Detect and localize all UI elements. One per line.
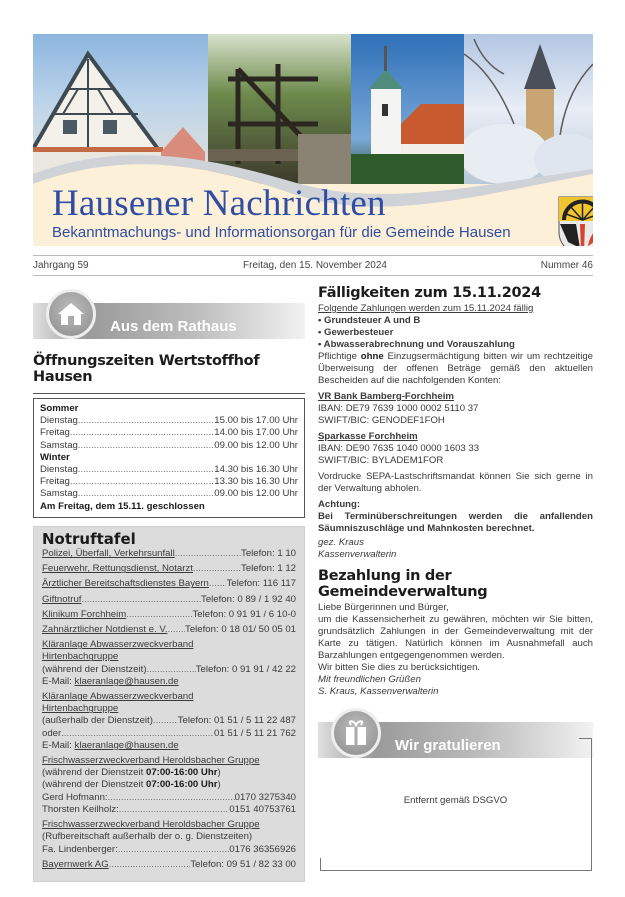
entry-condition: (außerhalb der Dienstzeit) (42, 715, 153, 727)
time: 09.00 bis 12.00 Uhr (214, 439, 298, 451)
entry-name: Kläranlage Abwasserzweckverband (42, 639, 194, 651)
paragraph: um die Kassensicherheit zu gewähren, möchten wir Sie bitten, grundsätzlich Zahlungen in der Gemeindeverwaltung mit der Karte zu tätigen. Natürlich können im Ausnahmefall auch Barzahlungen entgegengenommen werden. (318, 614, 593, 661)
contact-phone: 0151 40753761 (229, 803, 296, 815)
emergency-entry (42, 563, 296, 575)
entry-phone: Telefon: 1 10 (241, 548, 296, 560)
entry-name-2: Hirtenbachgruppe (42, 703, 119, 715)
redacted-notice: Entfernt gemäß DSGVO (403, 795, 508, 806)
time: 14.00 bis 17.00 Uhr (214, 427, 298, 439)
entry-phone: Telefon: 0 18 01/ 50 05 01 (185, 624, 296, 636)
entry-name: Zahnärztlicher Notdienst e. V. (42, 624, 168, 636)
entry-name-2: Hirtenbachgruppe (42, 651, 119, 663)
contact-phone: 0176 36356926 (229, 843, 296, 855)
entry-name: Frischwasserzweckverband Heroldsbacher Gruppe (42, 755, 260, 767)
entry-phone: Telefon: 09 51 / 82 33 00 (190, 858, 296, 870)
emergency-entry (42, 859, 296, 871)
emergency-entry (42, 624, 296, 636)
issue-info-bar (33, 255, 593, 276)
masthead (33, 34, 593, 246)
coat-of-arms-icon (558, 196, 593, 246)
winter-label: Winter (40, 451, 70, 463)
day: Dienstag (40, 415, 78, 427)
emergency-entry (42, 578, 296, 590)
day: Samstag (40, 488, 78, 500)
hours-row (40, 440, 298, 452)
email-link[interactable]: klaeranlage@hausen.de (74, 675, 179, 687)
sepa-note: Vordrucke SEPA-Lastschriftsmandat können Sie sich gerne in der Verwaltung abholen. (318, 471, 593, 494)
entry-name: Giftnotruf (42, 593, 82, 605)
section-label: Wir gratulieren (395, 737, 501, 754)
volume: Jahrgang 59 (33, 260, 89, 271)
time: 15.00 bis 17.00 Uhr (214, 415, 298, 427)
entry-phone: Telefon: 01 51 / 5 11 22 487 (177, 715, 296, 727)
bank-name: Sparkasse Forchheim (318, 431, 418, 442)
service-hours-line: (während der Dienstzeit 07:00-16:00 Uhr) (42, 767, 221, 779)
closing: Wir bitten Sie dies zu berücksichtigen. (318, 662, 481, 673)
hours-row (40, 427, 298, 439)
hours-row (40, 488, 298, 500)
heading-faelligkeiten: Fälligkeiten zum 15.11.2024 (318, 285, 541, 301)
entry-name: Frischwasserzweckverband Heroldsbacher Gruppe (42, 819, 260, 831)
email-label: E-Mail: (42, 675, 75, 687)
contact-name: Fa. Lindenberger: (42, 843, 118, 855)
day: Freitag (40, 476, 70, 488)
entry-name: Ärztlicher Bereitschaftsdienstes Bayern (42, 578, 209, 590)
issue-number: Nummer 46 (540, 260, 593, 271)
entry-phone: Telefon: 0 89 / 1 92 40 (201, 593, 296, 605)
warning-text: Bei Terminüberschreitungen werden die anfallenden Säumniszuschläge und Mahnkosten berechnet. (318, 511, 593, 534)
entry-name: Bayernwerk AG (42, 858, 109, 870)
entry-phone: Telefon: 1 12 (241, 563, 296, 575)
emergency-entry (42, 609, 296, 621)
klaeranlage-day (42, 639, 296, 688)
emergency-entry (42, 548, 296, 560)
entry-name: Klinikum Forchheim (42, 608, 127, 620)
section-label: Aus dem Rathaus (110, 318, 237, 335)
signature-role: Kassenverwalterin (318, 549, 397, 560)
bic: SWIFT/BIC: BYLADEM1FOR (318, 455, 444, 466)
service-hours-line: (während der Dienstzeit 07:00-16:00 Uhr) (42, 779, 221, 791)
hours-row (40, 464, 298, 476)
email-label: E-Mail: (42, 739, 75, 751)
article-bezahlung (318, 568, 593, 698)
signature: gez. Kraus (318, 537, 364, 548)
hours-row (40, 415, 298, 427)
time: 09.00 bis 12.00 Uhr (214, 488, 298, 500)
emergency-entry (42, 594, 296, 606)
greeting: Liebe Bürgerinnen und Bürger, (318, 602, 449, 613)
warning-label: Achtung: (318, 499, 361, 510)
email-link[interactable]: klaeranlage@hausen.de (74, 739, 179, 751)
day: Dienstag (40, 464, 78, 476)
emergency-numbers-box (33, 526, 305, 882)
bic: SWIFT/BIC: GENODEF1FOH (318, 415, 445, 426)
issue-date: Freitag, den 15. November 2024 (243, 260, 387, 271)
signature-role: S. Kraus, Kassenverwalterin (318, 686, 439, 697)
iban: IBAN: DE79 7639 1000 0002 5110 37 (318, 403, 479, 414)
redacted-content-frame (320, 738, 592, 871)
frischwasser-day (42, 755, 296, 816)
bank-name: VR Bank Bamberg-Forchheim (318, 391, 454, 402)
due-item: • Grundsteuer A und B (318, 315, 421, 326)
right-column (318, 285, 593, 756)
left-column (33, 285, 305, 882)
opening-hours-box (33, 398, 305, 518)
contact-phone: 0170 3275340 (234, 791, 296, 803)
entry-phone: Telefon: 116 117 (226, 578, 296, 590)
entry-note: (Rufbereitschaft außerhalb der o. g. Dienstzeiten) (42, 831, 253, 843)
entry-name: Feuerwehr, Rettungsdienst, Notarzt (42, 563, 193, 575)
notruf-title: Notruftafel (42, 529, 136, 548)
article-faelligkeiten (318, 285, 593, 561)
entry-condition: (während der Dienstzeit) (42, 663, 147, 675)
entry-name: Polizei, Überfall, Verkehrsunfall (42, 548, 175, 560)
contact-name: Gerd Hofmann: (42, 791, 108, 803)
newspaper-subtitle: Bekanntmachungs- und Informationsorgan für die Gemeinde Hausen (52, 224, 511, 241)
section-header-rathaus (33, 285, 305, 337)
alt-label: oder (42, 727, 62, 739)
entry-name: Kläranlage Abwasserzweckverband (42, 691, 194, 703)
alt-phone: 01 51 / 5 11 21 762 (214, 727, 296, 739)
signature: Mit freundlichen Grüßen (318, 674, 421, 685)
entry-phone: Telefon: 0 91 91 / 42 22 (195, 663, 296, 675)
hours-row (40, 476, 298, 488)
due-item: • Abwasserabrechnung und Vorauszahlung (318, 339, 515, 350)
paragraph: Pflichtige ohne Einzugsermächtigung bitten wir um rechtzeitige Überweisung der offenen Beträge gemäß den aktuellen Bescheiden auf die nachfolgenden Konten: (318, 351, 594, 386)
contact-name: Thorsten Keilholz: (42, 803, 119, 815)
frischwasser-night (42, 819, 296, 856)
newspaper-title: Hausener Nachrichten (52, 183, 386, 224)
time: 14.30 bis 16.30 Uhr (214, 464, 298, 476)
intro: Folgende Zahlungen werden zum 15.11.2024 fällig (318, 303, 534, 314)
heading-bezahlung: Bezahlung in der Gemeindeverwaltung (318, 568, 488, 600)
heading-wertstoffhof: Öffnungszeiten Wertstoffhof Hausen (33, 353, 260, 385)
divider (33, 393, 305, 394)
entry-phone: Telefon: 0 91 91 / 6 10-0 (192, 608, 296, 620)
house-icon (46, 289, 96, 339)
summer-label: Sommer (40, 403, 79, 414)
due-item: • Gewerbesteuer (318, 327, 394, 338)
closed-note: Am Freitag, dem 15.11. geschlossen (40, 500, 205, 512)
iban: IBAN: DE90 7635 1040 0000 1603 33 (318, 443, 480, 454)
time: 13.30 bis 16.30 Uhr (214, 476, 298, 488)
day: Samstag (40, 439, 78, 451)
day: Freitag (40, 427, 70, 439)
klaeranlage-night (42, 691, 296, 752)
